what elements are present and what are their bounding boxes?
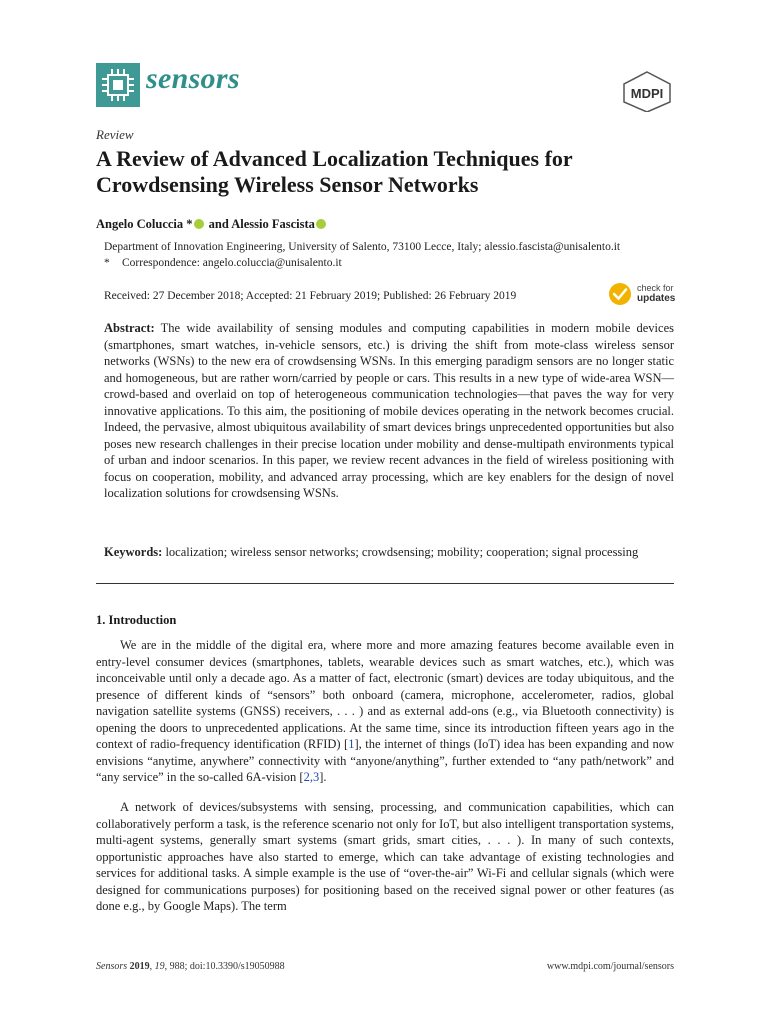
- abstract: [104, 320, 674, 502]
- keywords: [104, 544, 684, 560]
- abstract-text: The wide availability of sensing modules and computing capabilities in modern mobile devices (smartphones, smart watches, in-vehicle sensors, etc.) is driving the shift from mote-class wireless sensor networks (WSNs) to the new era of crowdsensing WSNs. In this emerging paradigm sensors are no longer static and homogeneous, but are rather worn/carried by people or cars. This results in a new type of wide-area WSN—crowd-based and overlaid on top of heterogeneous communication technologies—that paves the way for very innovative applications. To this aim, the positioning of mobile devices operating in the network becomes crucial. Indeed, the pervasive, almost ubiquitous availability of smart devices brings unprecedented opportunities but also poses new research challenges in their precise location under mobility and dense-multipath environments typical of urban and indoor scenarios. In this paper, we review recent advances in the field of wireless positioning with focus on cooperation, mobility, and advanced array processing, which are key enablers for the design of novel localization solutions for crowdsensing WSNs.: [104, 321, 674, 500]
- footer-volume: 19: [154, 961, 165, 972]
- citation-link[interactable]: 2,3: [303, 770, 320, 784]
- section-heading: 1. Introduction: [96, 613, 177, 627]
- author-name[interactable]: Angelo Coluccia *: [96, 217, 193, 231]
- orcid-icon[interactable]: [316, 219, 326, 229]
- check-updates-icon: [608, 282, 632, 306]
- paragraph: [96, 799, 674, 915]
- paragraph-text: We are in the middle of the digital era, where more and more amazing features become available even in entry-level consumer devices (smartphones, tablets, wearable devices such as smart watches, etc.), which was inconceivable until only a decade ago. As a matter of fact, electronic (smart) devices are today ubiquitous, and the presence of different kinds of “sensors” both onboard (camera, microphone, accelerometer, radios, global navigation satellite systems (GNSS) receivers, . . . ) and as external add-ons (e.g., via Bluetooth connectivity) is opening the doors to unprecedented applications. At the same time, since its introduction fifteen years ago in the context of radio-frequency identification (RFID) [: [96, 638, 674, 751]
- footer-url[interactable]: www.mdpi.com/journal/sensors: [546, 961, 674, 972]
- footer-doi[interactable]: , 988; doi:10.3390/s19050988: [164, 961, 285, 972]
- publication-dates: Received: 27 December 2018; Accepted: 21 February 2019; Published: 26 February 2019: [104, 290, 517, 302]
- orcid-icon[interactable]: [194, 219, 204, 229]
- publisher-name: MDPI: [630, 86, 664, 101]
- journal-name: sensors: [146, 62, 240, 95]
- abstract-label: Abstract:: [104, 321, 155, 335]
- article-title: A Review of Advanced Localization Techniques for Crowdsensing Wireless Sensor Networks: [96, 146, 573, 197]
- footer-year: 2019: [129, 961, 150, 972]
- keywords-label: Keywords:: [104, 545, 163, 559]
- correspondence-text[interactable]: Correspondence: angelo.coluccia@unisalento.it: [122, 257, 342, 269]
- check-for-updates-button[interactable]: [608, 282, 678, 308]
- paragraph-text: ], the internet of things (IoT) idea has been expanding and now envisions “anytime, anywhere” connectivity with “anyone/anything”, further extended to “any path/network” and “any service” in the so-called 6A-vision [: [96, 737, 674, 784]
- section-divider: [96, 583, 674, 584]
- correspondence-mark: *: [104, 257, 110, 269]
- affiliation: Department of Innovation Engineering, University of Salento, 73100 Lecce, Italy; alessio.fascista@unisalento.it: [104, 241, 621, 253]
- citation-link[interactable]: 1: [348, 737, 355, 751]
- article-type: Review: [96, 127, 134, 142]
- journal-logo-icon: [96, 63, 140, 107]
- check-updates-line2: updates: [637, 293, 676, 304]
- mdpi-logo-icon: [620, 70, 674, 112]
- author-name[interactable]: Alessio Fascista: [231, 217, 315, 231]
- keywords-text: localization; wireless sensor networks; crowdsensing; mobility; cooperation; signal processing: [162, 545, 639, 559]
- paragraph: [96, 637, 674, 786]
- footer-citation: Sensors 2019, 19, 988; doi:10.3390/s19050988: [96, 961, 285, 972]
- paragraph-text: A network of devices/subsystems with sensing, processing, and communication capabilities, which can collaboratively perform a task, is the reference scenario not only for IoT, but also intelligent transportation systems, multi-agent systems, generally smart systems (smart grids, smart cities, . . . ). In many of such contexts, opportunistic approaches have also started to emerge, which can take advantage of existing technologies and services for additional tasks. A simple example is the use of “over-the-air” Wi-Fi and cellular signals (which were designed for communications purposes) for positioning based on the received signal power or other features (as done e.g., by Google Maps). The term: [96, 800, 674, 913]
- footer-journal: Sensors: [96, 961, 128, 972]
- check-updates-line1: check for: [637, 283, 674, 293]
- author-separator: and: [205, 217, 232, 231]
- correspondence: [104, 257, 342, 269]
- author-list: [96, 217, 328, 232]
- paragraph-text: ].: [319, 770, 327, 784]
